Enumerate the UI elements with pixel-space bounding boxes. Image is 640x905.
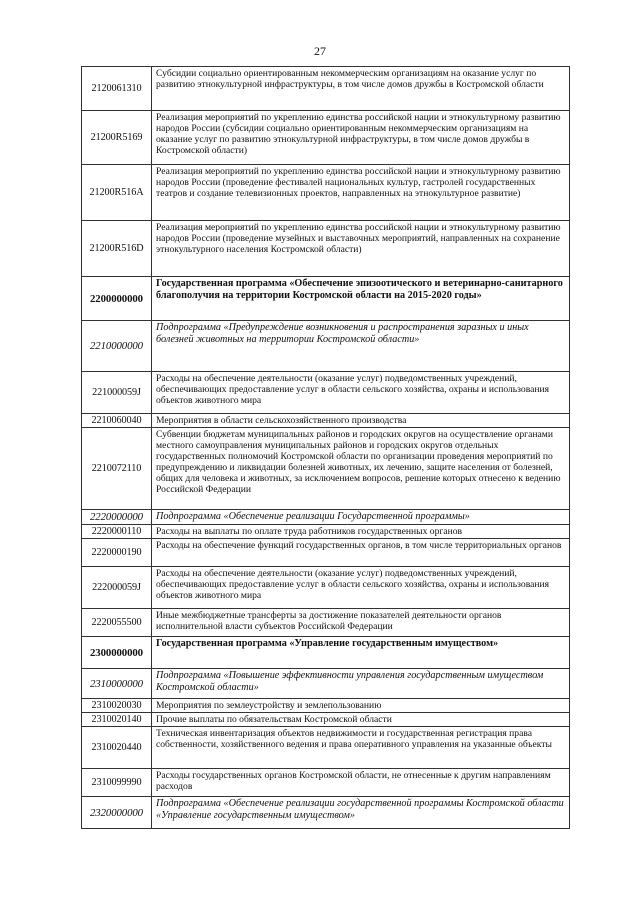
row-code: 21200R516A (82, 165, 152, 221)
row-description: Подпрограмма «Обеспечение реализации Государственной программы» (152, 510, 570, 525)
table-row (82, 221, 570, 277)
row-code: 2220000000 (82, 510, 152, 525)
table-row (82, 525, 570, 539)
table-row (82, 727, 570, 769)
row-description: Иные межбюджетные трансферты за достижение показателей деятельности органов исполнительной власти субъектов Российской Федерации (152, 609, 570, 637)
row-description: Расходы на обеспечение функций государственных органов, в том числе территориальных органов (152, 539, 570, 567)
row-code: 2220055500 (82, 609, 152, 637)
table-row-subprogram (82, 797, 570, 829)
row-description: Техническая инвентаризация объектов недвижимости и государственная регистрация права собственности, хозяйственного ведения и права оперативного управления на указанные объекты (152, 727, 570, 769)
row-description: Субсидии социально ориентированным некоммерческим организациям на оказание услуг по развитию этнокультурной инфраструктуры, в том числе домов дружбы в Костромской области (152, 67, 570, 111)
row-code: 222000059J (82, 567, 152, 609)
row-description: Государственная программа «Обеспечение эпизоотического и ветеринарно-санитарного благополучия на территории Костромской области на 2015-2020 годы» (152, 277, 570, 321)
row-code: 21200R5169 (82, 111, 152, 165)
row-description: Субвенции бюджетам муниципальных районов и городских округов на осуществление органами местного самоуправления муниципальных районов и городских округов отдельных государственных полномочий Костромской области по организации проведения мероприятий по предупреждению и ликвидации болезней животных, их лечению, защите населения от болезней, общих для человека и животных, за исключением вопросов, решение которых отнесено к ведению Российской Федерации (152, 428, 570, 510)
row-code: 2220000190 (82, 539, 152, 567)
row-code: 2310020030 (82, 699, 152, 713)
table-row (82, 713, 570, 727)
row-code: 2210072110 (82, 428, 152, 510)
table-row (82, 699, 570, 713)
table-row (82, 372, 570, 414)
row-description: Реализация мероприятий по укреплению единства российской нации и этнокультурному развитию народов России (субсидии социально ориентированным некоммерческим организациям на оказание услуг по развитию этнокультурной инфраструктуры, в том числе домов дружбы в Костромской области) (152, 111, 570, 165)
row-description: Расходы на обеспечение деятельности (оказание услуг) подведомственных учреждений, обеспечивающих предоставление услуг в области сельского хозяйства, охраны и использования объектов животного мира (152, 372, 570, 414)
row-description: Расходы на выплаты по оплате труда работников государственных органов (152, 525, 570, 539)
row-code: 2320000000 (82, 797, 152, 829)
table-row (82, 428, 570, 510)
budget-classification-table (81, 66, 570, 829)
row-code: 2120061310 (82, 67, 152, 111)
table-row-subprogram (82, 510, 570, 525)
table-row-program (82, 637, 570, 669)
row-description: Расходы на обеспечение деятельности (оказание услуг) подведомственных учреждений, обеспечивающих предоставление услуг в области сельского хозяйства, охраны и использования объектов животного мира (152, 567, 570, 609)
row-code: 21200R516D (82, 221, 152, 277)
row-code: 2300000000 (82, 637, 152, 669)
row-description: Государственная программа «Управление государственным имуществом» (152, 637, 570, 669)
row-description: Подпрограмма «Предупреждение возникновения и распространения заразных и иных болезней животных на территории Костромской области» (152, 321, 570, 372)
row-description: Подпрограмма «Обеспечение реализации государственной программы Костромской области «Управление государственным имуществом» (152, 797, 570, 829)
table-row (82, 567, 570, 609)
row-description: Мероприятия по землеустройству и землепользованию (152, 699, 570, 713)
row-code: 2220000110 (82, 525, 152, 539)
table-row (82, 165, 570, 221)
row-code: 221000059J (82, 372, 152, 414)
table-row (82, 414, 570, 428)
table-row-program (82, 277, 570, 321)
row-description: Мероприятия в области сельскохозяйственного производства (152, 414, 570, 428)
table-row-subprogram (82, 669, 570, 699)
row-code: 2310000000 (82, 669, 152, 699)
table-row (82, 769, 570, 797)
row-code: 2210060040 (82, 414, 152, 428)
row-code: 2210000000 (82, 321, 152, 372)
table-row (82, 111, 570, 165)
table-row (82, 67, 570, 111)
row-description: Подпрограмма «Повышение эффективности управления государственным имуществом Костромской области» (152, 669, 570, 699)
page-number: 27 (314, 44, 326, 58)
table-row (82, 539, 570, 567)
row-code: 2310020140 (82, 713, 152, 727)
row-description: Расходы государственных органов Костромской области, не отнесенные к другим направлениям расходов (152, 769, 570, 797)
row-code: 2310099990 (82, 769, 152, 797)
row-code: 2310020440 (82, 727, 152, 769)
row-description: Реализация мероприятий по укреплению единства российской нации и этнокультурному развитию народов России (проведение музейных и выставочных мероприятий, направленных на сохранение этнокультурного населения Костромской области) (152, 221, 570, 277)
row-code: 2200000000 (82, 277, 152, 321)
row-description: Реализация мероприятий по укреплению единства российской нации и этнокультурному развитию народов России (проведение фестивалей национальных культур, гастролей государственных театров и создание телевизионных проектов, направленных на этнокультурное развитие) (152, 165, 570, 221)
row-description: Прочие выплаты по обязательствам Костромской области (152, 713, 570, 727)
table-row (82, 609, 570, 637)
table-row-subprogram (82, 321, 570, 372)
